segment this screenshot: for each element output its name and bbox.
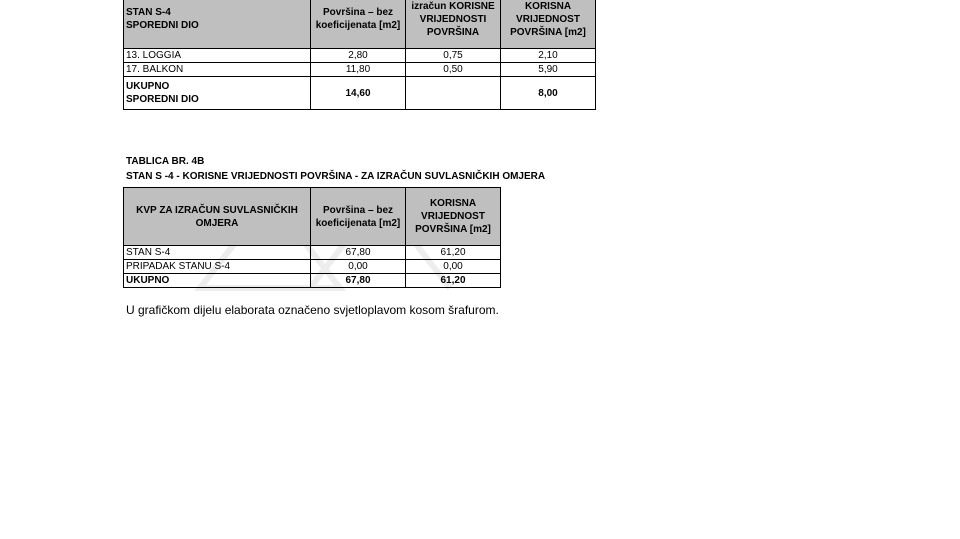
cell: 2,10	[501, 49, 596, 63]
header-cell: KORISNA VRIJEDNOST POVRŠINA [m2]	[501, 0, 596, 49]
header-cell: Površina – bez koeficijenata [m2]	[311, 0, 406, 49]
cell: 0,75	[406, 49, 501, 63]
cell: 61,20	[406, 274, 501, 288]
cell: 17. BALKON	[124, 63, 311, 77]
table-kvp	[123, 187, 501, 288]
cell	[406, 77, 501, 110]
cell: 14,60	[311, 77, 406, 110]
table-row	[124, 63, 596, 77]
table-caption-title: STAN S -4 - KORISNE VRIJEDNOSTI POVRŠINA - ZA IZRAČUN SUVLASNIČKIH OMJERA	[126, 171, 546, 182]
cell: 0,00	[406, 260, 501, 274]
cell: 67,80	[311, 274, 406, 288]
cell: 67,80	[311, 246, 406, 260]
header-cell: STAN S-4 SPOREDNI DIO	[124, 0, 311, 49]
header-cell: KORISNA VRIJEDNOST POVRŠINA [m2]	[406, 188, 501, 246]
table-total-row	[124, 274, 501, 288]
cell: 13. LOGGIA	[124, 49, 311, 63]
table-sporedni-dio	[123, 0, 596, 110]
cell: 0,50	[406, 63, 501, 77]
header-cell: izračun KORISNE VRIJEDNOSTI POVRŠINA	[406, 0, 501, 49]
cell: UKUPNO	[124, 274, 311, 288]
header-cell: KVP ZA IZRAČUN SUVLASNIČKIH OMJERA	[124, 188, 311, 246]
note-text: U grafičkom dijelu elaborata označeno svjetloplavom kosom šrafurom.	[126, 303, 499, 317]
cell: 2,80	[311, 49, 406, 63]
cell: 0,00	[311, 260, 406, 274]
table-row	[124, 49, 596, 63]
table-row	[124, 260, 501, 274]
cell: PRIPADAK STANU S-4	[124, 260, 311, 274]
cell: UKUPNO SPOREDNI DIO	[124, 77, 311, 110]
table-total-row	[124, 77, 596, 110]
cell: STAN S-4	[124, 246, 311, 260]
table-header-row	[124, 188, 501, 246]
table-header-row	[124, 0, 596, 49]
table-caption-number: TABLICA BR. 4B	[126, 156, 205, 167]
header-cell: Površina – bez koeficijenata [m2]	[311, 188, 406, 246]
cell: 61,20	[406, 246, 501, 260]
cell: 8,00	[501, 77, 596, 110]
cell: 11,80	[311, 63, 406, 77]
table-row	[124, 246, 501, 260]
cell: 5,90	[501, 63, 596, 77]
